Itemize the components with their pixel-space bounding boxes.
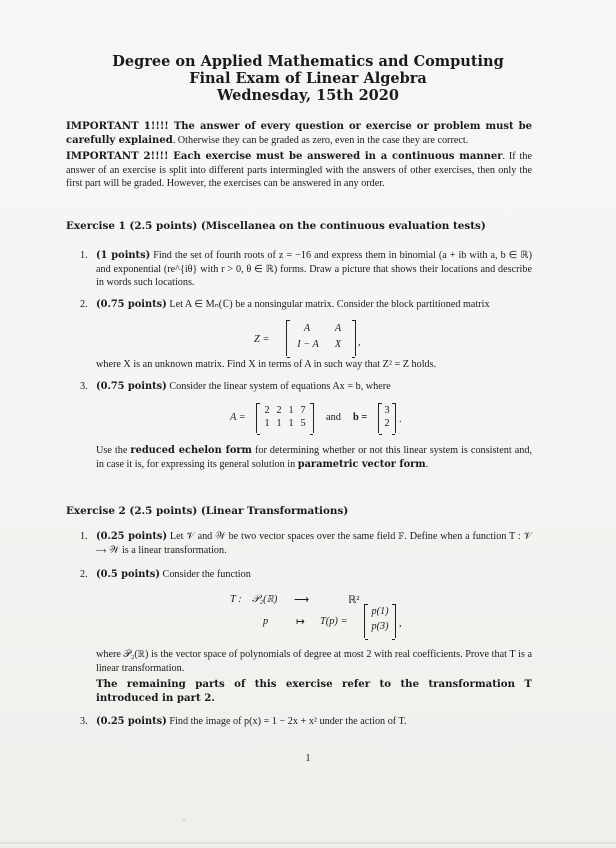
map-tp-label: T(p) = [320,616,348,627]
matrix-cell: 1 [288,405,294,416]
map-codomain: ℝ² [348,595,360,606]
b-vector [378,403,396,433]
matrix-cell: A [334,323,342,334]
item-text: Find the image of p(x) = 1 − 2x + x² under the action of T. [166,716,407,727]
exam-date: Wednesday, 15th 2020 [217,87,399,104]
exercise-1-heading: Exercise 1 (2.5 points) (Miscellanea on the continuous evaluation tests) [66,220,486,232]
exercise-2-item-1 [80,530,532,560]
item-points: (0.75 points) [96,299,167,310]
exercise-2-item-2 [80,568,532,584]
important-1 [66,120,532,147]
item-points: (0.25 points) [96,531,168,542]
important-2-bold: Each exercise must be answered in a continuous manner [168,151,503,162]
map-arrow: ⟶ [294,595,309,606]
after-bold-1: reduced echelon form [130,445,252,456]
important-2-rest: . If the answer of an exercise is split into different parts intermingled with the answers of other exercises, then only the first part will be graded. However, the exercises can be answered in any order. [66,151,532,190]
after-mid: for determining whether or not this linear system is consistent and, in case it is, for expressing its general solution in [96,445,532,470]
exercise-2-heading: Exercise 2 (2.5 points) (Linear Transformations) [66,505,349,517]
exam-title: Final Exam of Linear Algebra [189,70,427,87]
matrix-cell: 2 [264,405,270,416]
important-1-bold: The answer of every question or exercise or problem must be carefully explained [66,121,532,146]
item-points: (0.75 points) [96,381,167,392]
degree-title: Degree on Applied Mathematics and Computing [112,53,504,70]
vector-cell: p(3) [371,621,389,632]
item-number: 2. [80,299,88,310]
item-points: (0.5 points) [96,569,160,580]
scan-edge [0,842,616,844]
matrix-cell: I − A [297,339,319,350]
map-t-label: T : [230,594,242,605]
item-text: Consider the function [160,569,251,580]
exercise-2-note [80,678,532,708]
item-number: 2. [80,569,88,580]
after-bold-2: parametric vector form [297,458,426,470]
matrix-cell: 5 [300,418,306,429]
matrix-cell: 7 [300,405,306,416]
a-matrix [256,403,314,433]
map-to-arrow: ↦ [296,617,305,628]
matrix-cell: 1 [276,418,282,429]
matrix-cell: X [334,339,342,350]
after-pre: Use the [96,445,131,456]
item-points: (0.25 points) [96,716,167,727]
item-text: Let 𝒱 and 𝒲 be two vector spaces over the same field 𝔽. Define when a function T : 𝒱 ⟶ 𝒲 is a linear transformation. [96,531,532,556]
item-number: 3. [80,381,88,392]
exercise-2-item-2-after [80,648,532,678]
vector-cell: p(1) [371,606,389,617]
page-number: 1 [305,753,311,764]
item-text: Consider the linear system of equations Ax = b, where [166,381,391,392]
exercise-1-item-2-after [80,358,532,374]
important-1-lead: IMPORTANT 1!!!! [66,120,169,132]
item-after-text: where X is an unknown matrix. Find X in terms of A in such way that Z² = Z holds. [96,359,437,370]
z-matrix-trail: , [358,337,361,348]
vector-cell: 2 [384,418,390,429]
and-word: and [326,412,342,423]
important-2 [66,150,532,191]
item-points: (1 points) [96,250,151,261]
important-2-lead: IMPORTANT 2!!!! [66,150,169,162]
exercise-1-item-1 [80,249,532,294]
exercise-2-item-3 [80,715,532,731]
matrix-cell: 1 [288,418,294,429]
matrix-cell: A [303,323,311,334]
b-vector-trail: . [399,414,402,425]
note-text: The remaining parts of this exercise refer to the transformation T introduced in part 2. [96,678,532,704]
exercise-1-item-3-after [80,444,532,489]
item-number: 1. [80,250,88,261]
item-number: 3. [80,716,88,727]
item-text: Let A ∈ Mₙ(ℂ) be a nonsingular matrix. Consider the block partitioned matrix [166,299,490,310]
after-end: . [425,458,429,470]
map-trail: , [399,618,402,629]
item-after-text: where 𝒫₂(ℝ) is the vector space of polynomials of degree at most 2 with real coefficients. Prove that T is a linear transformation. [96,649,532,674]
z-block-matrix [286,320,356,356]
scan-speck [182,818,186,821]
item-number: 1. [80,531,88,542]
important-1-rest: . Otherwise they can be graded as zero, even in the case they are correct. [172,134,469,146]
item-text: Find the set of fourth roots of z = −16 and express them in binomial (a + ib with a, b ∈ ℝ) and exponential (re^{iθ} with r > 0, θ ∈ ℝ) forms. Draw a picture that shows their locations and describe in words such locations. [96,250,532,289]
map-domain: 𝒫₂(ℝ) [252,594,278,605]
b-vector-label: b = [353,412,368,423]
map-p: p [263,616,269,627]
vector-cell: 3 [384,405,390,416]
matrix-cell: 1 [264,418,270,429]
exercise-1-item-3 [80,380,532,396]
t-of-p-vector [364,604,396,638]
z-matrix-label: Z = [254,334,270,345]
matrix-cell: 2 [276,405,282,416]
a-matrix-label: A = [230,412,246,423]
